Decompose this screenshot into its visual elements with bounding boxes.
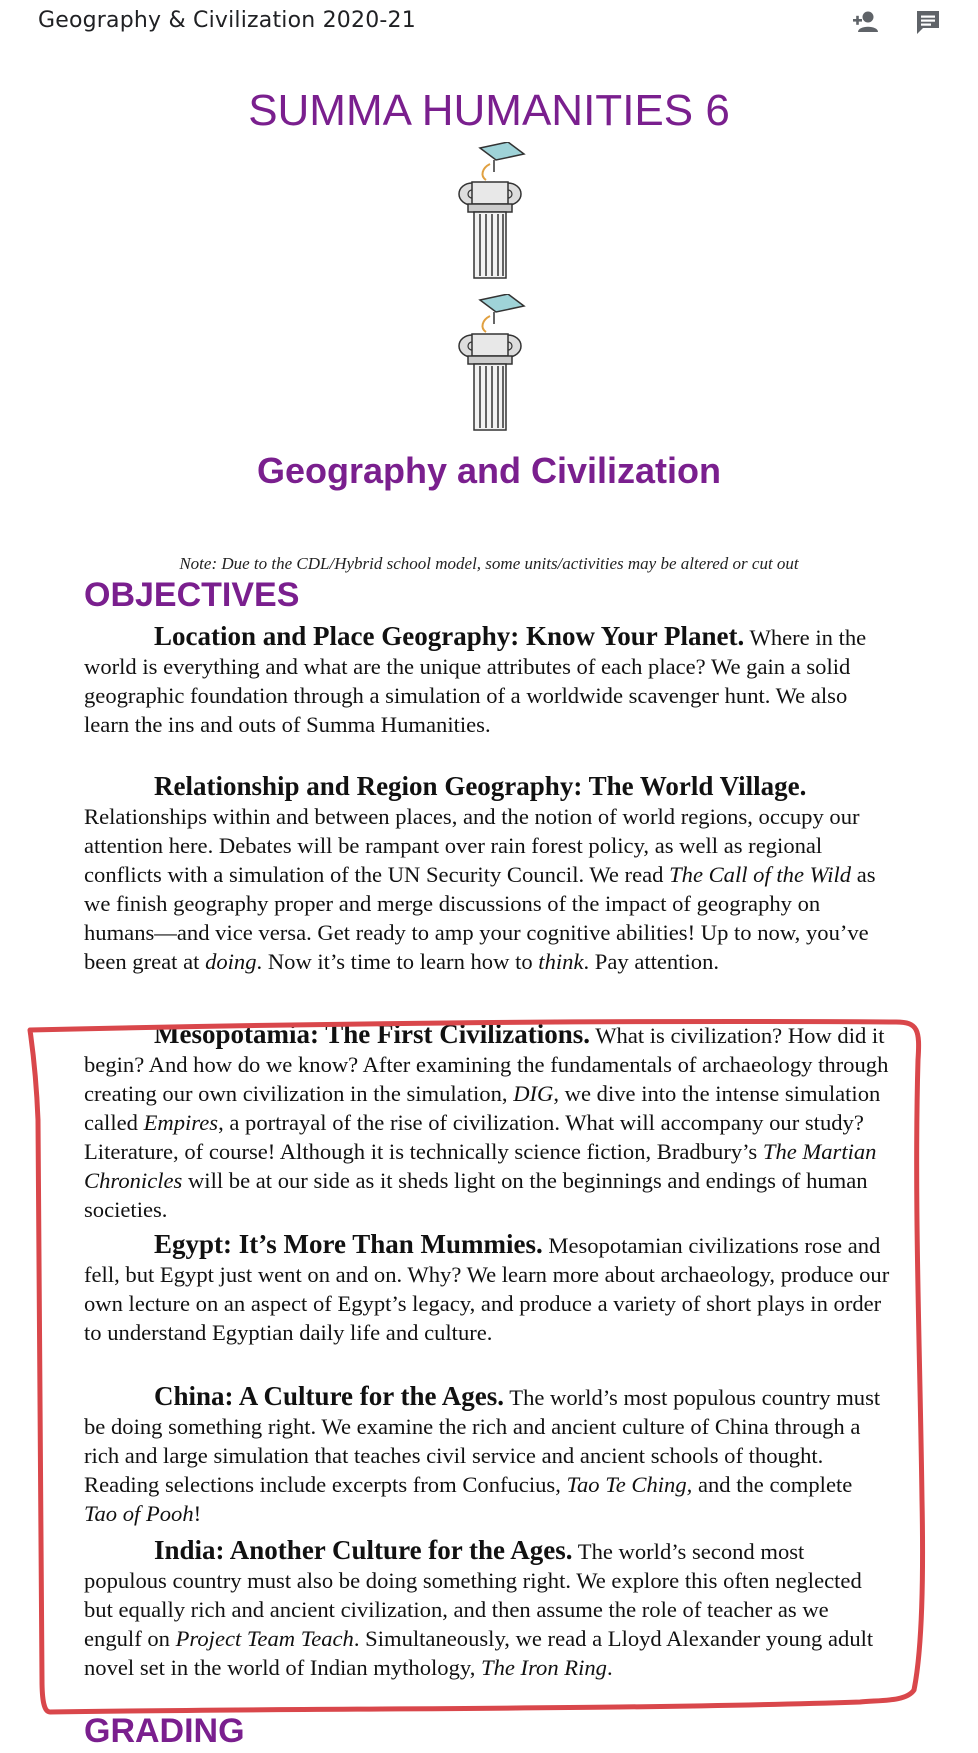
objective-location-place — [84, 622, 890, 739]
book-title: The Martian Chronicles — [84, 1139, 877, 1193]
column-capital-graduation-cap-image — [450, 142, 528, 282]
book-title: Tao Te Ching, — [566, 1472, 693, 1497]
section-heading: Relationship and Region Geography: The World Village. — [154, 771, 807, 801]
section-heading: Mesopotamia: The First Civilizations. — [154, 1019, 590, 1049]
section-body: , we dive into the intense simulation called — [84, 1081, 881, 1135]
project-title: Project Team Teach — [175, 1626, 354, 1651]
section-body: The world’s second most populous country must also be doing something right. We explore this often neglected but equally rich and ancient civilization, and then assume the role of teacher as we engulf on — [84, 1539, 862, 1651]
section-heading: India: Another Culture for the Ages. — [154, 1535, 573, 1565]
comment-icon[interactable] — [914, 8, 944, 36]
column-capital-graduation-cap-image — [450, 294, 528, 434]
section-body: . — [606, 1655, 613, 1680]
book-title: The Iron Ring — [481, 1655, 607, 1680]
objective-egypt — [84, 1230, 890, 1347]
section-body: . Pay attention. — [583, 949, 720, 974]
section-body: will be at our side as it sheds light on the beginnings and endings of human societies. — [84, 1168, 868, 1222]
objective-india — [84, 1536, 890, 1682]
section-body: The world’s most populous country must be doing something right. We examine the rich and ancient culture of China through a rich and large simulation that teaches civil service and ancient schools of thought. Reading selections include excerpts from Confucius, — [84, 1385, 881, 1497]
section-heading: Location and Place Geography: Know Your Planet. — [154, 621, 745, 651]
section-body: . Now it’s time to learn how to — [256, 949, 539, 974]
section-body: . Simultaneously, we read a Lloyd Alexander young adult novel set in the world of Indian mythology, — [84, 1626, 874, 1680]
book-title: Tao of Pooh — [84, 1501, 194, 1526]
section-heading: China: A Culture for the Ages. — [154, 1381, 505, 1411]
section-body: ! — [193, 1501, 202, 1526]
simulation-title: DIG — [513, 1081, 554, 1106]
emphasis-text: think — [538, 949, 584, 974]
section-body: and the complete — [692, 1472, 853, 1497]
grading-heading: GRADING — [84, 1712, 245, 1750]
objectives-heading: OBJECTIVES — [84, 576, 300, 614]
subtitle: Geography and Civilization — [256, 450, 722, 491]
section-body: What is civilization? How did it begin? And how do we know? After examining the fundamentals of archaeology through creating our own civilization in the simulation, — [84, 1023, 889, 1106]
section-body: , a portrayal of the rise of civilization. What will accompany our study? Literature, of course! Although it is technically science fiction, Bradbury’s — [84, 1110, 864, 1164]
section-body: Relationships within and between places, and the notion of world regions, occupy our attention here. Debates will be rampant over rain forest policy, as well as regional conflicts with a simulation of the UN Security Council. We read — [84, 804, 860, 887]
book-title: The Call of the Wild — [669, 862, 852, 887]
section-heading: Egypt: It’s More Than Mummies. — [154, 1229, 543, 1259]
hybrid-model-note: Note: Due to the CDL/Hybrid school model, some units/activities may be altered or cut out — [179, 554, 799, 573]
top-bar — [0, 0, 978, 44]
simulation-title: Empires — [143, 1110, 219, 1135]
emphasis-text: doing — [205, 949, 257, 974]
section-body: Mesopotamian civilizations rose and fell, but Egypt just went on and on. Why? We learn more about archaeology, produce our own lecture on an aspect of Egypt’s legacy, and produce a variety of short plays in order to understand Egyptian daily life and culture. — [84, 1233, 890, 1345]
document-title: Geography & Civilization 2020-21 — [38, 8, 416, 33]
objective-mesopotamia — [84, 1020, 890, 1224]
section-body: as we finish geography proper and merge discussions of the impact of geography on humans—and vice versa. Get ready to amp your cognitive abilities! Up to now, you’ve been great at — [84, 862, 876, 974]
objective-china — [84, 1382, 890, 1528]
main-title: SUMMA HUMANITIES 6 — [248, 86, 730, 135]
person-add-icon[interactable] — [850, 8, 880, 36]
section-body: Where in the world is everything and what are the unique attributes of each place? We gain a solid geographic foundation through a simulation of a worldwide scavenger hunt. We also learn the ins and outs of Summa Humanities. — [84, 625, 867, 737]
objective-world-village — [84, 772, 890, 976]
